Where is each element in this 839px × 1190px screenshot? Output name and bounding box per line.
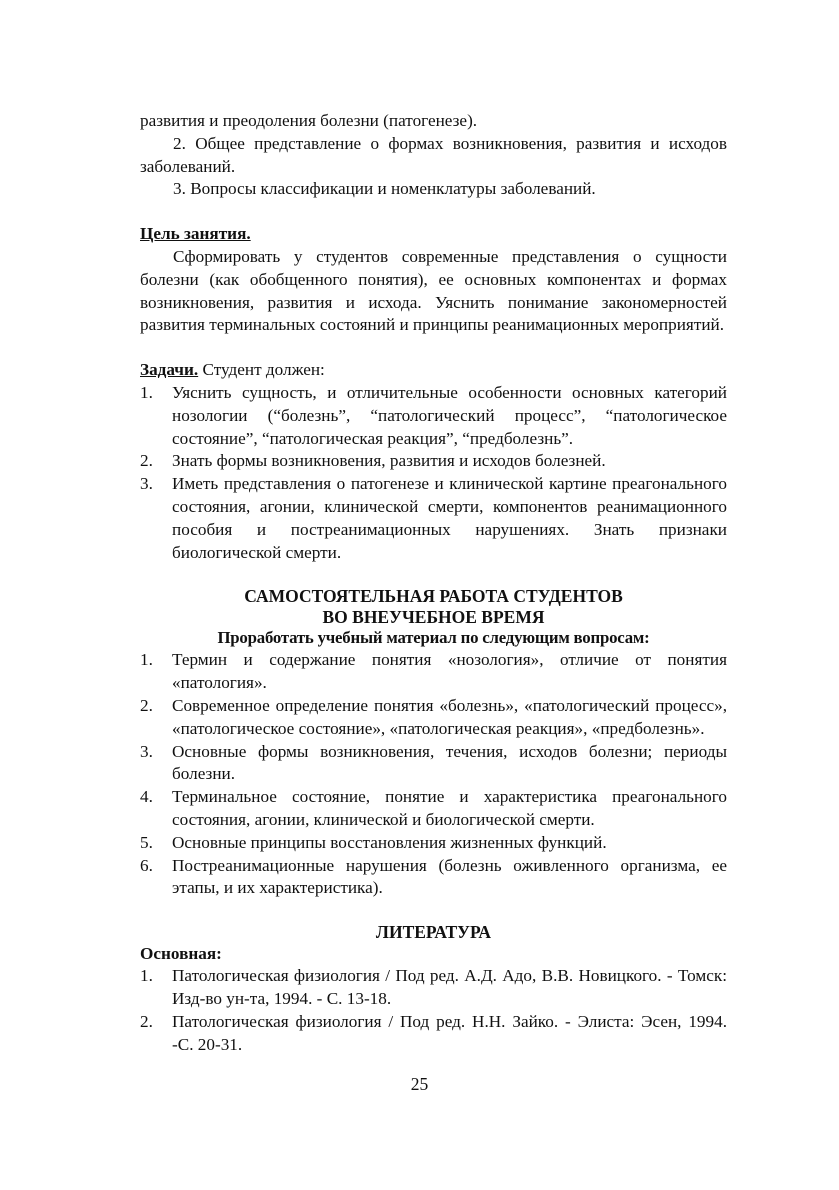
page-content (140, 110, 727, 1057)
tasks-label: Задачи. (140, 360, 199, 380)
list-item: 3. Иметь представления о патогенезе и клинической картине преагонального состояния, агонии, клинической смерти, компонентов реанимационного пособия и постреанимационных нарушениях. Знать признаки биологической смерти. (140, 474, 727, 562)
goal-label: Цель занятия. (140, 224, 251, 244)
intro-line: развития и преодоления болезни (патогенезе). (140, 111, 478, 130)
list-item: 2. Знать формы возникновения, развития и исходов болезней. (140, 451, 606, 471)
intro-item-3: 3. Вопросы классификации и номенклатуры заболеваний. (173, 179, 596, 199)
list-item: 1. Термин и содержание понятия «нозология», отличие от понятия «патология». (140, 650, 727, 693)
goal-text: Сформировать у студентов современные представления о сущности болезни (как обобщенного понятия), ее основных компонентах и формах возникновения, развития и исхода. Уяснить понимание закономерностей развития терминальных состояний и принципы реанимационных мероприятий. (140, 246, 727, 335)
literature-list (140, 965, 727, 1056)
list-item: 5. Основные принципы восстановления жизненных функций. (140, 832, 607, 852)
selfwork-title-2: ВО ВНЕУЧЕБНОЕ ВРЕМЯ (322, 606, 545, 627)
tasks-lead: Студент должен: (198, 360, 325, 380)
list-item: 3. Основные формы возникновения, течения, исходов болезни; периоды болезни. (140, 741, 727, 784)
goal-heading (140, 223, 727, 246)
list-item: 1. Патологическая физиология / Под ред. А.Д. Адо, В.В. Новицкого. - Томск: Изд-во ун-та, 1994. - С. 13-18. (140, 966, 727, 1009)
intro-item-2: 2. Общее представление о формах возникновения, развития и исходов заболеваний. (140, 133, 727, 176)
tasks-list (140, 382, 727, 564)
selfwork-subtitle: Проработать учебный материал по следующим вопросам: (217, 628, 650, 648)
literature-title: ЛИТЕРАТУРА (375, 922, 492, 943)
literature-main-label: Основная: (140, 943, 222, 963)
list-item: 2. Патологическая физиология / Под ред. Н.Н. Зайко. - Элиста: Эсен, 1994. -С. 20-31. (140, 1012, 727, 1054)
list-item: 1. Уяснить сущность, и отличительные особенности основных категорий нозологии (“болезнь”, “патологический процесс”, “патологическое состояние”, “патологическая реакция”, “предболезнь”. (140, 382, 727, 448)
list-item: 2. Современное определение понятия «болезнь», «патологический процесс», «патологическое состояние», «патологическая реакция», «предболезнь». (140, 695, 727, 738)
list-item: 6. Постреанимационные нарушения (болезнь оживленного организма, ее этапы, и их характеристика). (140, 855, 727, 898)
selfwork-list (140, 649, 727, 900)
selfwork-title-1: САМОСТОЯТЕЛЬНАЯ РАБОТА СТУДЕНТОВ (244, 586, 623, 607)
tasks-heading (140, 359, 727, 382)
page-number: 25 (410, 1074, 429, 1094)
list-item: 4. Терминальное состояние, понятие и характеристика преагонального состояния, агонии, клинической и биологической смерти. (140, 787, 727, 829)
